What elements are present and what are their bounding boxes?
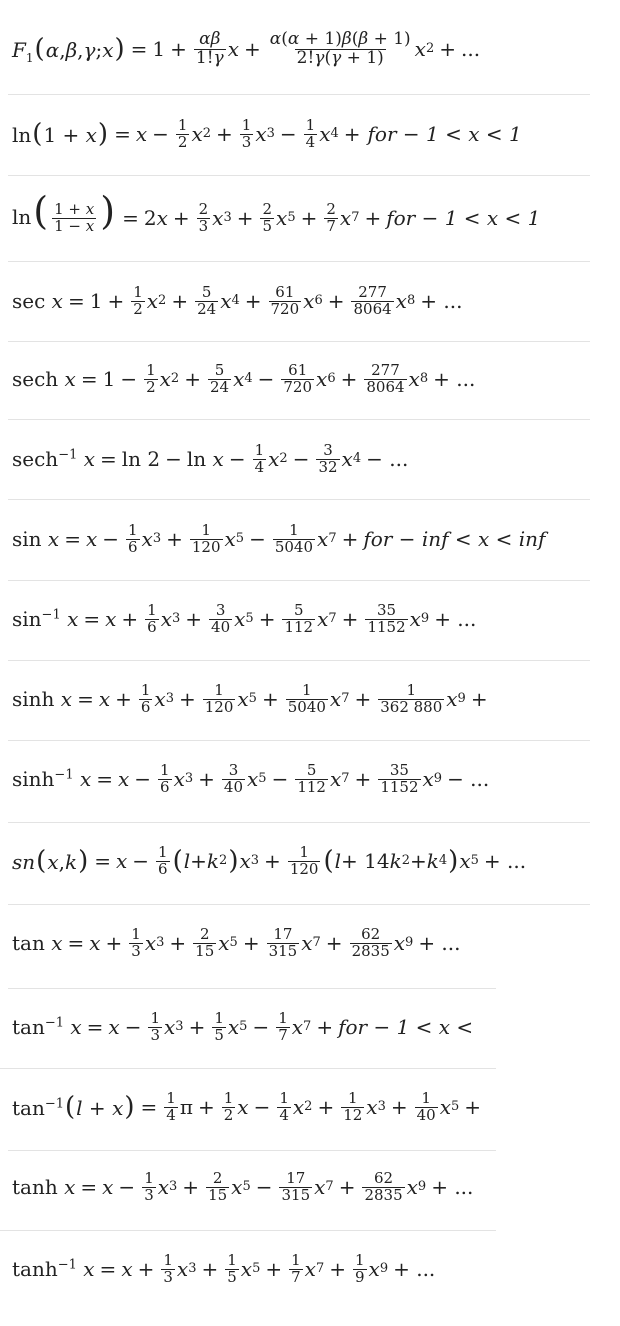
separator [8,822,590,823]
domain-text: for − 1 < x < 1 [386,206,541,230]
separator [8,419,590,420]
ellipsis: + ... [431,1175,474,1199]
formula-sinh: sinh x = x + $\frac{1}{6}$ x 3 + $\frac{1}{120}$ x 5 + $\frac{1}{5040}$ x 7 + $\frac{1}{362 880}$ x 9 + [12,680,488,716]
separator [8,580,590,581]
ln2-text: ln 2 [121,447,161,471]
ellipsis: − ... [447,767,490,791]
formula-ln-ratio: ln( $\frac{1 + x}{1 - x}$ ) = 2x + $\frac{2}{3}$ x 3 + $\frac{2}{5}$ x 5 + $\frac{2}{7}$ x 7 + for − 1 < x < 1 [12,188,541,235]
formula-sn: sn(x,k) = x − $\frac{1}{6}$ ( l + k 2 ) x 3 + $\frac{1}{120}$ ( l + 14 k 2 + k 4 ) x 5 + ... [12,842,527,878]
separator [8,341,590,342]
formula-tanh: tanh x = x − $\frac{1}{3}$ x 3 + $\frac{2}{15}$ x 5 − $\frac{17}{315}$ x 7 + $\frac{62}{2835}$ x 9 + ... [12,1168,474,1204]
separator [8,1150,496,1151]
formula-sech: sech x = 1 − $\frac{1}{2}$ x 2 + $\frac{5}{24}$ x 4 − $\frac{61}{720}$ x 6 + $\frac{277}{8064}$ x 8 + ... [12,360,476,396]
separator [8,660,590,661]
separator [8,175,590,176]
separator [0,1068,496,1069]
separator [8,261,590,262]
ellipsis: − ... [366,447,409,471]
formula-arcsinh: $\sinh^{-1} x$ = x − $\frac{1}{6}$ x 3 + $\frac{3}{40}$ x 5 − $\frac{5}{112}$ x 7 + $\frac{35}{1152}$ x 9 − ... [12,760,490,796]
domain-text: for − 1 < x < 1 [367,122,522,146]
ellipsis: ... [461,37,481,61]
separator [8,904,590,905]
formula-arctanh: $\tanh^{-1} x$ = x + $\frac{1}{3}$ x 3 + $\frac{1}{5}$ x 5 + $\frac{1}{7}$ x 7 + $\frac{1}{9}$ x 9 + ... [12,1250,436,1286]
formula-arctan: $\tan^{-1} x$ = x − $\frac{1}{3}$ x 3 + $\frac{1}{5}$ x 5 − $\frac{1}{7}$ x 7 + for − 1 < x < [12,1008,474,1044]
formula-arctan-1-plus-x: $\tan^{-1}(l + x)$ = $\frac{1}{4}$ π + $\frac{1}{2}$ x − $\frac{1}{4}$ x 2 + $\frac{1}{12}$ x 3 + $\frac{1}{40}$ x 5 + [12,1088,482,1124]
separator [8,988,496,989]
separator [0,1230,496,1231]
pi-symbol: π [179,1095,193,1119]
separator [8,94,590,95]
separator [8,499,590,500]
ellipsis: + ... [483,849,527,873]
ellipsis: + ... [393,1257,436,1281]
ellipsis: + ... [434,607,477,631]
formula-arcsin: $\sin^{-1} x$ = x + $\frac{1}{6}$ x 3 + $\frac{3}{40}$ x 5 + $\frac{5}{112}$ x 7 + $\frac{35}{1152}$ x 9 + ... [12,600,477,636]
domain-text: for − inf < x < inf [363,527,546,551]
ellipsis: + ... [418,931,461,955]
formula-sin: sin x = x − $\frac{1}{6}$ x 3 + $\frac{1}{120}$ x 5 − $\frac{1}{5040}$ x 7 + for − inf < x < inf [12,520,546,556]
formula-arcsech: sech$^{-1}$ x = ln 2 − ln x − $\frac{1}{4}$ x 2 − $\frac{3}{32}$ x 4 − ... [12,440,409,476]
ellipsis: + ... [433,367,476,391]
formula-tan: tan x = x + $\frac{1}{3}$ x 3 + $\frac{2}{15}$ x 5 + $\frac{17}{315}$ x 7 + $\frac{62}{2835}$ x 9 + ... [12,924,461,960]
formula-hypergeometric: $F_1(\alpha,\beta,\gamma;x)$ = 1 + $\frac{\alpha\beta}{1!\gamma}$ x + $\frac{\alpha(\alpha + 1)\beta(\beta + 1)}{2!\gamma(\gamma + 1)}$ x 2 + ... [12,28,481,68]
ellipsis: + ... [420,289,463,313]
domain-text: for − 1 < x < [338,1015,474,1039]
separator [8,740,590,741]
formula-sec: sec x = 1 + $\frac{1}{2}$ x 2 + $\frac{5}{24}$ x 4 + $\frac{61}{720}$ x 6 + $\frac{277}{8064}$ x 8 + ... [12,282,463,318]
formula-ln-1-plus-x: ln(1 + x) = x − $\frac{1}{2}$ x 2 + $\frac{1}{3}$ x 3 − $\frac{1}{4}$ x 4 + for − 1 < x < 1 [12,115,522,151]
